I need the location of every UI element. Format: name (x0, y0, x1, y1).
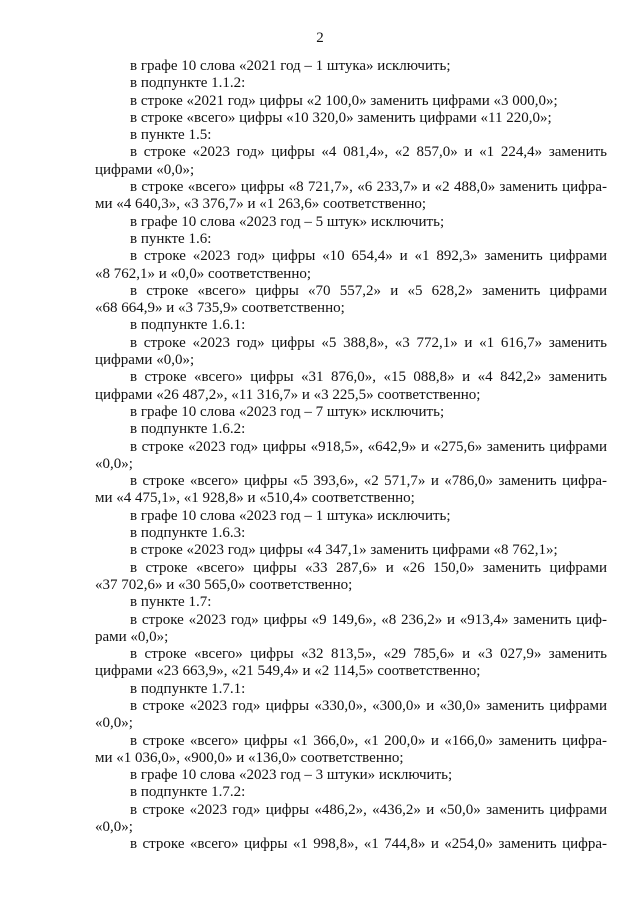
text-line: «8 762,1» и «0,0» соответственно; (95, 265, 312, 282)
text-line: в строке «2023 год» цифры «330,0», «300,0» и «30,0» заменить цифрами (130, 697, 607, 714)
text-line: цифрами «0,0»; (95, 352, 195, 369)
text-line: в графе 10 слова «2023 год – 1 штука» исключить; (130, 507, 451, 524)
text-line: рами «0,0»; (95, 628, 169, 645)
text-line: в графе 10 слова «2023 год – 5 штук» исключить; (130, 213, 445, 230)
text-line: цифрами «26 487,2», «11 316,7» и «3 225,5» соответственно; (95, 386, 481, 403)
text-line: в графе 10 слова «2023 год – 7 штук» исключить; (130, 403, 445, 420)
text-line: ми «4 640,3», «3 376,7» и «1 263,6» соответственно; (95, 196, 427, 213)
text-line: в строке «всего» цифры «1 998,8», «1 744,8» и «254,0» заменить цифра- (130, 836, 607, 853)
text-line: «37 702,6» и «30 565,0» соответственно; (95, 576, 353, 593)
text-line: «0,0»; (95, 715, 133, 732)
document-body (95, 58, 607, 854)
text-line: в строке «всего» цифры «33 287,6» и «26 150,0» заменить цифрами (130, 559, 607, 576)
text-line: в подпункте 1.1.2: (130, 75, 246, 92)
text-line: в строке «2023 год» цифры «5 388,8», «3 772,1» и «1 616,7» заменить (130, 334, 607, 351)
text-line: в пункте 1.5: (130, 127, 212, 144)
text-line: в графе 10 слова «2021 год – 1 штука» исключить; (130, 58, 451, 74)
text-line: ми «1 036,0», «900,0» и «136,0» соответственно; (95, 749, 404, 766)
text-line: цифрами «23 663,9», «21 549,4» и «2 114,5» соответственно; (95, 663, 481, 680)
text-line: в строке «2023 год» цифры «4 347,1» заменить цифрами «8 762,1»; (130, 542, 558, 559)
text-line: в пункте 1.6: (130, 230, 212, 247)
text-line: в строке «2021 год» цифры «2 100,0» заменить цифрами «3 000,0»; (130, 92, 558, 109)
text-line: в подпункте 1.6.1: (130, 317, 246, 334)
text-line: в графе 10 слова «2023 год – 3 штуки» исключить; (130, 767, 453, 784)
text-line: в подпункте 1.6.3: (130, 525, 246, 542)
text-line: в строке «всего» цифры «70 557,2» и «5 628,2» заменить цифрами (130, 282, 607, 299)
text-line: в строке «2023 год» цифры «4 081,4», «2 857,0» и «1 224,4» заменить (130, 144, 607, 161)
text-line: в строке «2023 год» цифры «9 149,6», «8 236,2» и «913,4» заменить циф- (130, 611, 607, 628)
text-line: в пункте 1.7: (130, 594, 212, 611)
text-line: в строке «всего» цифры «5 393,6», «2 571,7» и «786,0» заменить цифра- (130, 473, 607, 490)
text-line: «68 664,9» и «3 735,9» соответственно; (95, 300, 345, 317)
text-line: в подпункте 1.6.2: (130, 421, 246, 438)
text-line: «0,0»; (95, 455, 133, 472)
text-line: ми «4 475,1», «1 928,8» и «510,4» соответственно; (95, 490, 415, 507)
text-line: в строке «всего» цифры «10 320,0» заменить цифрами «11 220,0»; (130, 109, 552, 126)
text-line: «0,0»; (95, 819, 133, 836)
text-line: в строке «2023 год» цифры «918,5», «642,9» и «275,6» заменить цифрами (130, 438, 607, 455)
text-line: в строке «всего» цифры «8 721,7», «6 233,7» и «2 488,0» заменить цифра- (130, 179, 607, 196)
page-number: 2 (316, 30, 324, 46)
text-line: в строке «2023 год» цифры «10 654,4» и «1 892,3» заменить цифрами (130, 248, 607, 265)
text-line: цифрами «0,0»; (95, 161, 195, 178)
text-line: в строке «всего» цифры «32 813,5», «29 785,6» и «3 027,9» заменить (130, 646, 607, 663)
text-line: в строке «всего» цифры «1 366,0», «1 200,0» и «166,0» заменить цифра- (130, 732, 607, 749)
text-line: в строке «2023 год» цифры «486,2», «436,2» и «50,0» заменить цифрами (130, 801, 607, 818)
text-line: в подпункте 1.7.2: (130, 784, 246, 801)
text-line: в подпункте 1.7.1: (130, 680, 246, 697)
text-line: в строке «всего» цифры «31 876,0», «15 088,8» и «4 842,2» заменить (130, 369, 607, 386)
